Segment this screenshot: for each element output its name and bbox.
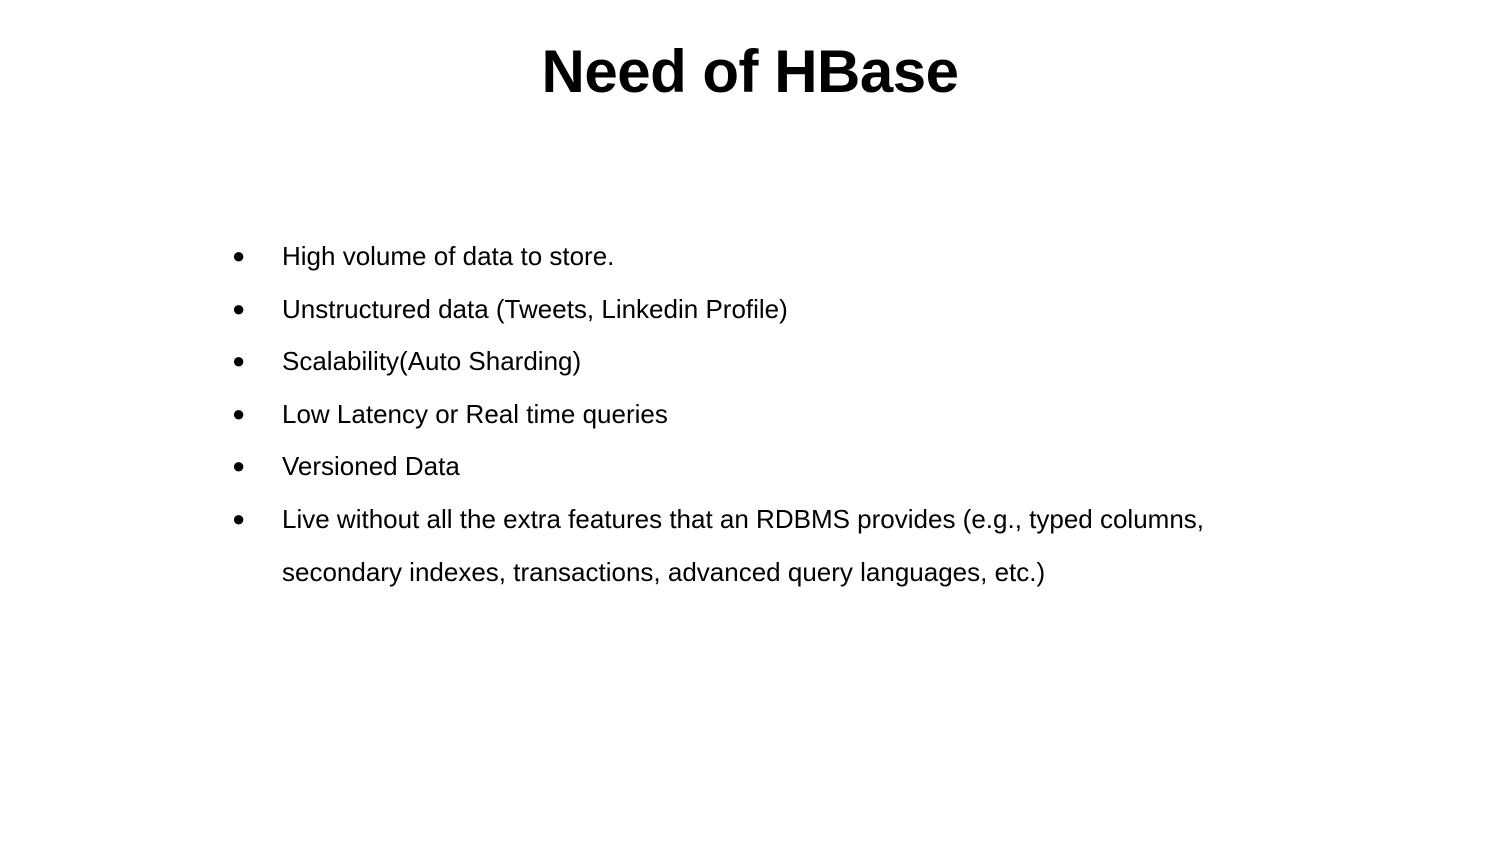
bullet-text: High volume of data to store.	[282, 241, 615, 271]
slide-title: Need of HBase	[541, 38, 959, 105]
bullet-text: Versioned Data	[282, 451, 460, 482]
bullet-text: Scalability(Auto Sharding)	[282, 346, 582, 377]
list-item	[222, 493, 1322, 598]
list-item	[222, 230, 1322, 283]
list-item	[222, 440, 1322, 493]
list-item	[222, 283, 1322, 336]
bullet-icon: ●	[232, 295, 246, 321]
bullet-text: Live without all the extra features that an RDBMS provides (e.g., typed columns, secondary indexes, transactions, advanced query languages, etc.)	[282, 503, 1205, 587]
bullet-text: Unstructured data (Tweets, Linkedin Profile)	[282, 293, 788, 324]
bullet-text: Low Latency or Real time queries	[282, 398, 668, 429]
bullet-list	[222, 230, 1322, 598]
bullet-icon: ●	[232, 400, 246, 426]
bullet-icon: ●	[232, 505, 246, 531]
list-item	[222, 335, 1322, 388]
bullet-icon: ●	[232, 348, 246, 374]
bullet-icon: ●	[232, 453, 246, 479]
list-item	[222, 388, 1322, 441]
bullet-icon: ●	[232, 243, 246, 268]
